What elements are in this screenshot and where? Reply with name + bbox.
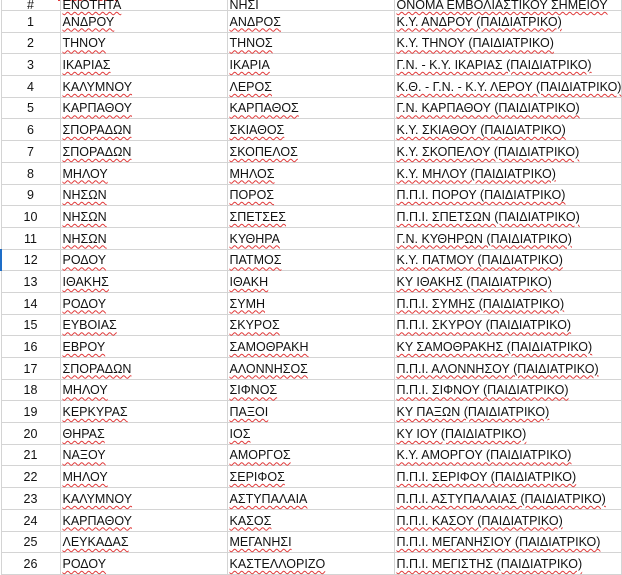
point-cell[interactable]: [394, 401, 621, 423]
island-text: ΜΗΛΟΣ: [229, 166, 275, 181]
island-text: ΣΥΜΗ: [229, 296, 266, 311]
unit-text: ΜΗΛΟΥ: [62, 470, 108, 485]
row-number-cell[interactable]: 20: [1, 423, 60, 445]
point-cell[interactable]: [394, 227, 621, 249]
row-number-cell[interactable]: 2: [1, 32, 60, 54]
unit-cell[interactable]: [60, 249, 227, 271]
row-number-cell[interactable]: 1: [1, 11, 60, 33]
unit-cell[interactable]: [60, 466, 227, 488]
point-cell[interactable]: [394, 249, 621, 271]
point-text: Κ.Υ. ΜΗΛΟΥ (ΠΑΙΔΙΑΤΡΙΚΟ): [396, 166, 556, 181]
point-text: Π.Π.Ι. ΑΛΟΝΝΗΣΟΥ (ΠΑΙΔΙΑΤΡΙΚΟ): [396, 361, 599, 376]
point-text: ΚΥ ΙΟΥ (ΠΑΙΔΙΑΤΡΙΚΟ): [396, 426, 527, 441]
unit-cell[interactable]: [60, 553, 227, 575]
island-cell[interactable]: [227, 76, 394, 98]
table-row: [1, 336, 621, 358]
table-row: [1, 423, 621, 445]
unit-cell[interactable]: [60, 32, 227, 54]
column-header-island[interactable]: ΝΗΣΙ: [227, 0, 394, 11]
row-number-cell[interactable]: 19: [1, 401, 60, 423]
island-cell[interactable]: [227, 206, 394, 228]
island-text: ΙΟΣ: [229, 426, 251, 441]
unit-text: ΚΑΛΥΜΝΟΥ: [62, 491, 133, 506]
unit-cell[interactable]: [60, 184, 227, 206]
unit-cell[interactable]: [60, 119, 227, 141]
unit-text: ΝΑΞΟΥ: [62, 448, 106, 463]
island-cell[interactable]: [227, 358, 394, 380]
row-number-cell[interactable]: 7: [1, 141, 60, 163]
table-row: [1, 358, 621, 380]
table-row: [1, 466, 621, 488]
unit-text: ΚΑΡΠΑΘΟΥ: [62, 513, 132, 528]
table-row: [1, 553, 621, 575]
island-text: ΣΕΡΙΦΟΣ: [229, 470, 285, 485]
column-header-point-text: ΟΝΟΜΑ ΕΜΒΟΛΙΑΣΤΙΚΟΥ ΣΗΜΕΙΟΥ: [396, 0, 608, 12]
table-row: [1, 509, 621, 531]
point-cell[interactable]: [394, 531, 621, 553]
unit-cell[interactable]: [60, 314, 227, 336]
island-cell[interactable]: [227, 336, 394, 358]
table-row: [1, 249, 621, 271]
point-cell[interactable]: [394, 488, 621, 510]
island-text: ΚΑΣΤΕΛΛΟΡΙΖΟ: [229, 556, 326, 571]
point-text: Γ.Ν. - Κ.Υ. ΙΚΑΡΙΑΣ (ΠΑΙΔΙΑΤΡΙΚΟ): [396, 58, 592, 73]
table-body: [1, 0, 621, 574]
point-cell[interactable]: [394, 97, 621, 119]
unit-text: ΤΗΝΟΥ: [62, 36, 106, 51]
island-cell[interactable]: [227, 401, 394, 423]
row-number-cell[interactable]: 9: [1, 184, 60, 206]
row-number-cell[interactable]: 15: [1, 314, 60, 336]
row-number-cell[interactable]: 25: [1, 531, 60, 553]
unit-text: ΛΕΥΚΑΔΑΣ: [62, 535, 129, 550]
unit-text: ΡΟΔΟΥ: [62, 556, 107, 571]
point-text: Π.Π.Ι. ΚΑΣΟΥ (ΠΑΙΔΙΑΤΡΙΚΟ): [396, 513, 563, 528]
row-number-cell[interactable]: 14: [1, 292, 60, 314]
unit-text: ΑΝΔΡΟΥ: [62, 14, 115, 29]
island-cell[interactable]: [227, 423, 394, 445]
island-cell[interactable]: [227, 509, 394, 531]
island-cell[interactable]: [227, 249, 394, 271]
unit-text: ΕΒΡΟΥ: [62, 340, 106, 354]
unit-text: ΡΟΔΟΥ: [62, 296, 107, 311]
unit-text: ΝΗΣΩΝ: [62, 188, 107, 203]
island-text: ΙΚΑΡΙΑ: [229, 58, 270, 73]
point-text: ΚΥ ΠΑΞΩΝ (ΠΑΙΔΙΑΤΡΙΚΟ): [396, 405, 550, 420]
table-row: [1, 401, 621, 423]
row-number-cell[interactable]: 24: [1, 509, 60, 531]
point-text: Κ.Θ. - Γ.Ν. - Κ.Υ. ΛΕΡΟΥ (ΠΑΙΔΙΑΤΡΙΚΟ): [396, 79, 622, 94]
island-cell[interactable]: [227, 184, 394, 206]
island-cell[interactable]: [227, 32, 394, 54]
row-number-cell[interactable]: 5: [1, 97, 60, 119]
point-cell[interactable]: [394, 509, 621, 531]
point-text: Γ.Ν. ΚΥΘΗΡΩΝ (ΠΑΙΔΙΑΤΡΙΚΟ): [396, 231, 572, 246]
table-row: [1, 292, 621, 314]
island-cell[interactable]: [227, 271, 394, 293]
point-cell[interactable]: [394, 32, 621, 54]
island-text: ΑΜΟΡΓΟΣ: [229, 448, 291, 463]
point-cell[interactable]: [394, 553, 621, 575]
point-text: Κ.Υ. ΤΗΝΟΥ (ΠΑΙΔΙΑΤΡΙΚΟ): [396, 36, 554, 51]
island-cell[interactable]: [227, 553, 394, 575]
point-text: Κ.Υ. ΣΚΙΑΘΟΥ (ΠΑΙΔΙΑΤΡΙΚΟ): [396, 123, 566, 138]
island-text: ΠΟΡΟΣ: [229, 188, 275, 203]
point-text: Κ.Υ. ΣΚΟΠΕΛΟΥ (ΠΑΙΔΙΑΤΡΙΚΟ): [396, 144, 580, 159]
point-text: Π.Π.Ι. ΣΠΕΤΣΩΝ (ΠΑΙΔΙΑΤΡΙΚΟ): [396, 209, 580, 224]
unit-text: ΘΗΡΑΣ: [62, 426, 105, 441]
point-cell[interactable]: [394, 466, 621, 488]
unit-cell[interactable]: [60, 423, 227, 445]
unit-cell[interactable]: [60, 336, 227, 358]
point-text: Π.Π.Ι. ΜΕΓΑΝΗΣΙΟΥ (ΠΑΙΔΙΑΤΡΙΚΟ): [396, 535, 601, 550]
table-row: [1, 379, 621, 401]
unit-text: ΚΑΛΥΜΝΟΥ: [62, 79, 133, 94]
unit-text: ΝΗΣΩΝ: [62, 231, 107, 246]
table-row: [1, 227, 621, 249]
table-row: [1, 162, 621, 184]
row-number-cell[interactable]: 6: [1, 119, 60, 141]
table-row: [1, 54, 621, 76]
unit-cell[interactable]: [60, 97, 227, 119]
point-cell[interactable]: [394, 11, 621, 33]
point-text: Κ.Υ. ΑΜΟΡΓΟΥ (ΠΑΙΔΙΑΤΡΙΚΟ): [396, 448, 572, 463]
point-cell[interactable]: [394, 292, 621, 314]
unit-cell[interactable]: [60, 227, 227, 249]
unit-text: ΣΠΟΡΑΔΩΝ: [62, 144, 132, 159]
unit-cell[interactable]: [60, 162, 227, 184]
point-text: Π.Π.Ι. ΣΕΡΙΦΟΥ (ΠΑΙΔΙΑΤΡΙΚΟ): [396, 470, 577, 485]
unit-text: ΜΗΛΟΥ: [62, 383, 108, 398]
unit-cell[interactable]: [60, 292, 227, 314]
table-row: [1, 141, 621, 163]
point-cell[interactable]: [394, 423, 621, 445]
row-number-cell[interactable]: 26: [1, 553, 60, 575]
island-text: ΣΑΜΟΘΡΑΚΗ: [229, 340, 309, 354]
table-row: [1, 119, 621, 141]
point-cell[interactable]: [394, 141, 621, 163]
unit-text: ΚΕΡΚΥΡΑΣ: [62, 405, 128, 420]
unit-cell[interactable]: [60, 358, 227, 380]
unit-cell[interactable]: [60, 141, 227, 163]
unit-cell[interactable]: [60, 531, 227, 553]
table-row: [1, 488, 621, 510]
row-number-cell[interactable]: 3: [1, 54, 60, 76]
table-row: [1, 444, 621, 466]
island-text: ΚΑΡΠΑΘΟΣ: [229, 101, 299, 116]
table-row: [1, 11, 621, 33]
island-cell[interactable]: [227, 379, 394, 401]
row-number-cell[interactable]: 12: [1, 249, 60, 271]
unit-cell[interactable]: [60, 488, 227, 510]
table-row: [1, 184, 621, 206]
header-row: [1, 0, 621, 11]
unit-text: ΜΗΛΟΥ: [62, 166, 108, 181]
point-text: Π.Π.Ι. ΣΙΦΝΟΥ (ΠΑΙΔΙΑΤΡΙΚΟ): [396, 383, 569, 398]
unit-cell[interactable]: [60, 54, 227, 76]
point-cell[interactable]: [394, 336, 621, 358]
island-text: ΣΠΕΤΣΕΣ: [229, 209, 287, 224]
island-cell[interactable]: [227, 54, 394, 76]
table-row: [1, 206, 621, 228]
unit-cell[interactable]: [60, 271, 227, 293]
unit-text: ΕΥΒΟΙΑΣ: [62, 318, 117, 333]
table-row: [1, 531, 621, 553]
island-cell[interactable]: [227, 314, 394, 336]
point-text: Π.Π.Ι. ΣΚΥΡΟΥ (ΠΑΙΔΙΑΤΡΙΚΟ): [396, 318, 572, 333]
row-number-cell[interactable]: 18: [1, 379, 60, 401]
unit-text: ΣΠΟΡΑΔΩΝ: [62, 123, 132, 138]
column-header-unit[interactable]: [60, 0, 227, 11]
point-cell[interactable]: [394, 54, 621, 76]
row-number-cell[interactable]: 22: [1, 466, 60, 488]
column-header-point[interactable]: [394, 0, 621, 11]
table-row: [1, 271, 621, 293]
island-text: ΚΥΘΗΡΑ: [229, 231, 280, 246]
unit-cell[interactable]: [60, 401, 227, 423]
table-row: [1, 76, 621, 98]
point-text: Π.Π.Ι. ΣΥΜΗΣ (ΠΑΙΔΙΑΤΡΙΚΟ): [396, 296, 565, 311]
island-cell[interactable]: [227, 141, 394, 163]
row-number-cell[interactable]: 11: [1, 227, 60, 249]
point-text: Γ.Ν. ΚΑΡΠΑΘΟΥ (ΠΑΙΔΙΑΤΡΙΚΟ): [396, 101, 580, 116]
island-text: ΜΕΓΑΝΗΣΙ: [229, 535, 292, 550]
unit-cell[interactable]: [60, 379, 227, 401]
unit-cell[interactable]: [60, 206, 227, 228]
table-row: [1, 32, 621, 54]
row-number-cell[interactable]: 16: [1, 336, 60, 358]
table-row: [1, 314, 621, 336]
island-text: ΛΕΡΟΣ: [229, 79, 272, 94]
point-text: ΚΥ ΙΘΑΚΗΣ (ΠΑΙΔΙΑΤΡΙΚΟ): [396, 274, 552, 289]
point-cell[interactable]: [394, 314, 621, 336]
point-cell[interactable]: [394, 76, 621, 98]
island-text: ΠΑΤΜΟΣ: [229, 253, 282, 268]
column-header-unit-text: ΕΝΟΤΗΤΑ: [62, 0, 122, 12]
island-cell[interactable]: [227, 488, 394, 510]
island-text: ΠΑΞΟΙ: [229, 405, 269, 420]
island-cell[interactable]: [227, 119, 394, 141]
island-text: ΙΘΑΚΗ: [229, 274, 269, 289]
island-cell[interactable]: [227, 162, 394, 184]
island-text: ΑΝΔΡΟΣ: [229, 14, 282, 29]
island-cell[interactable]: [227, 97, 394, 119]
island-text: ΤΗΝΟΣ: [229, 36, 273, 51]
unit-text: ΚΑΡΠΑΘΟΥ: [62, 101, 132, 116]
unit-text: ΙΚΑΡΙΑΣ: [62, 58, 111, 73]
row-number-cell[interactable]: 13: [1, 271, 60, 293]
island-cell[interactable]: [227, 466, 394, 488]
unit-cell[interactable]: [60, 444, 227, 466]
point-cell[interactable]: [394, 162, 621, 184]
point-text: Π.Π.Ι. ΠΟΡΟΥ (ΠΑΙΔΙΑΤΡΙΚΟ): [396, 188, 566, 203]
point-text: Κ.Υ. ΑΝΔΡΟΥ (ΠΑΙΔΙΑΤΡΙΚΟ): [396, 14, 562, 29]
point-cell[interactable]: [394, 271, 621, 293]
island-cell[interactable]: [227, 292, 394, 314]
point-cell[interactable]: [394, 119, 621, 141]
island-text: ΣΙΦΝΟΣ: [229, 383, 278, 398]
island-text: ΣΚΙΑΘΟΣ: [229, 123, 285, 138]
unit-text: ΝΗΣΩΝ: [62, 209, 107, 224]
point-cell[interactable]: [394, 444, 621, 466]
island-text: ΣΚΥΡΟΣ: [229, 318, 280, 333]
row-number-cell[interactable]: 21: [1, 444, 60, 466]
point-cell[interactable]: [394, 379, 621, 401]
island-cell[interactable]: [227, 11, 394, 33]
table-row: [1, 97, 621, 119]
unit-cell[interactable]: [60, 76, 227, 98]
unit-text: ΣΠΟΡΑΔΩΝ: [62, 361, 132, 376]
island-text: ΚΑΣΟΣ: [229, 513, 272, 528]
row-number-cell[interactable]: 10: [1, 206, 60, 228]
row-number-cell[interactable]: 17: [1, 358, 60, 380]
point-cell[interactable]: [394, 358, 621, 380]
point-text: Κ.Υ. ΠΑΤΜΟΥ (ΠΑΙΔΙΑΤΡΙΚΟ): [396, 253, 563, 268]
unit-cell[interactable]: [60, 509, 227, 531]
island-text: ΑΣΤΥΠΑΛΑΙΑ: [229, 491, 308, 506]
unit-text: ΙΘΑΚΗΣ: [62, 274, 109, 289]
point-cell[interactable]: [394, 184, 621, 206]
point-text: ΚΥ ΣΑΜΟΘΡΑΚΗΣ (ΠΑΙΔΙΑΤΡΙΚΟ): [396, 340, 593, 354]
unit-text: ΡΟΔΟΥ: [62, 253, 107, 268]
island-cell[interactable]: [227, 444, 394, 466]
island-text: ΑΛΟΝΝΗΣΟΣ: [229, 361, 308, 376]
point-text: Π.Π.Ι. ΜΕΓΙΣΤΗΣ (ΠΑΙΔΙΑΤΡΙΚΟ): [396, 556, 583, 571]
row-number-cell[interactable]: 8: [1, 162, 60, 184]
point-cell[interactable]: [394, 206, 621, 228]
point-text: Π.Π.Ι. ΑΣΤΥΠΑΛΑΙΑΣ (ΠΑΙΔΙΑΤΡΙΚΟ): [396, 491, 606, 506]
island-cell[interactable]: [227, 531, 394, 553]
row-number-cell[interactable]: 23: [1, 488, 60, 510]
island-cell[interactable]: [227, 227, 394, 249]
column-header-num[interactable]: #: [1, 0, 60, 11]
unit-cell[interactable]: [60, 11, 227, 33]
row-number-cell[interactable]: 4: [1, 76, 60, 98]
island-text: ΣΚΟΠΕΛΟΣ: [229, 144, 298, 159]
